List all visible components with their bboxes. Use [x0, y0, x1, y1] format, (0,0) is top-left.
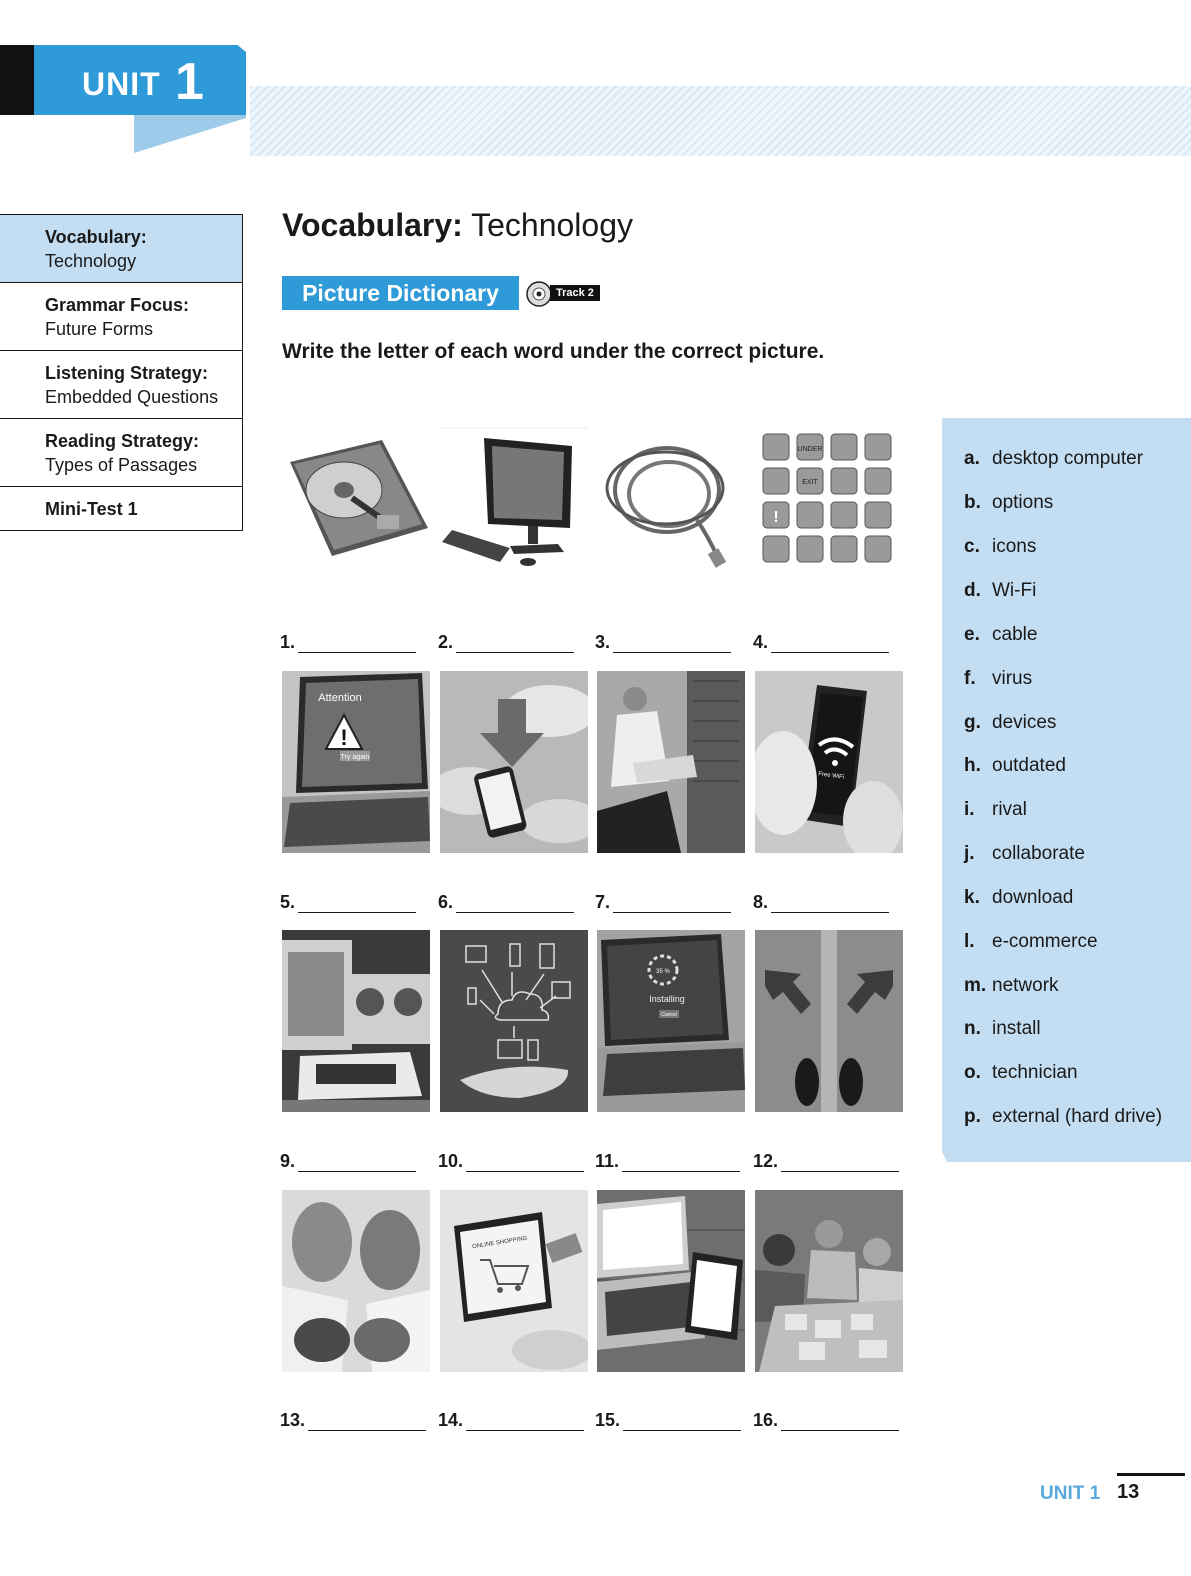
picture-wifi-phone [755, 671, 903, 853]
word-text: virus [992, 668, 1033, 689]
word-letter: f. [964, 668, 976, 689]
phone-free-wifi-text: Free WiFi [817, 771, 845, 781]
answer-slot-7[interactable] [595, 892, 731, 913]
word-item [964, 580, 1036, 602]
word-letter: b. [964, 492, 981, 513]
sidebar-item-mini-test [0, 487, 242, 530]
word-letter: j. [964, 843, 975, 864]
picture-virus-warning [282, 671, 430, 853]
picture-devices [597, 1190, 745, 1372]
picture-desktop-computer [440, 420, 588, 602]
answer-slot-5[interactable] [280, 892, 416, 913]
word-item [964, 843, 1085, 865]
unit-word: UNIT [82, 66, 161, 102]
answer-number: 5. [280, 892, 296, 912]
picture-download [440, 671, 588, 853]
sidebar-item-label: Types of Passages [45, 455, 198, 475]
answer-number: 16. [753, 1410, 779, 1430]
answer-line[interactable] [623, 1414, 741, 1431]
progress-percent-text: 35 % [656, 969, 670, 975]
answer-line[interactable] [781, 1414, 899, 1431]
word-text: options [992, 492, 1054, 513]
word-text: download [992, 887, 1074, 908]
picture-collaborate [755, 1190, 903, 1372]
word-item [964, 799, 1027, 821]
picture-network-cable [597, 420, 745, 602]
tablet-online-shopping-text: ONLINE SHOPPING [471, 1235, 528, 1251]
answer-slot-16[interactable] [753, 1410, 899, 1431]
answer-number: 1. [280, 632, 296, 652]
answer-line[interactable] [781, 1155, 899, 1172]
word-letter: e. [964, 624, 980, 645]
icon-under-label: UNDER [797, 446, 823, 453]
sidebar-item-label: Future Forms [45, 319, 154, 339]
answer-line[interactable] [308, 1414, 426, 1431]
picture-rivals [282, 1190, 430, 1372]
answer-slot-12[interactable] [753, 1151, 899, 1172]
word-letter: p. [964, 1106, 981, 1127]
page-title-bold: Vocabulary: [282, 207, 463, 243]
sidebar-item-label: Technology [45, 251, 137, 271]
answer-line[interactable] [456, 636, 574, 653]
header-stripe-band [250, 86, 1191, 156]
answer-number: 13. [280, 1410, 306, 1430]
footer-unit-label: UNIT 1 [1040, 1483, 1101, 1504]
sidebar-item-listening [0, 351, 242, 419]
sidebar-item-vocabulary [0, 215, 242, 283]
answer-slot-1[interactable] [280, 632, 416, 653]
answer-line[interactable] [613, 896, 731, 913]
word-text: desktop computer [992, 448, 1144, 469]
sidebar-item-heading: Reading Strategy: [45, 431, 200, 451]
sidebar-item-label: Embedded Questions [45, 387, 219, 407]
answer-number: 15. [595, 1410, 621, 1430]
screen-installing-text: Installing [649, 994, 685, 1004]
answer-number: 10. [438, 1151, 464, 1171]
answer-line[interactable] [298, 896, 416, 913]
word-letter: m. [964, 975, 987, 996]
answer-slot-3[interactable] [595, 632, 731, 653]
word-letter: l. [964, 931, 975, 952]
word-letter: o. [964, 1062, 981, 1083]
answer-line[interactable] [771, 636, 889, 653]
word-text: devices [992, 712, 1057, 733]
track-badge: Track 2 [550, 285, 600, 301]
answer-line[interactable] [456, 896, 574, 913]
answer-slot-15[interactable] [595, 1410, 741, 1431]
picture-hard-drive [282, 420, 430, 602]
picture-icon-sheet [755, 420, 903, 602]
sidebar-item-reading [0, 419, 242, 487]
picture-installing [597, 930, 745, 1112]
picture-outdated-equipment [282, 930, 430, 1112]
answer-slot-2[interactable] [438, 632, 574, 653]
unit-contents-sidebar [0, 214, 243, 531]
answer-line[interactable] [298, 1155, 416, 1172]
screen-attention-text: Attention [318, 692, 362, 704]
word-text: icons [992, 536, 1037, 557]
answer-line[interactable] [613, 636, 731, 653]
instruction-text: Write the letter of each word under the correct picture. [282, 340, 825, 363]
word-text: rival [992, 799, 1027, 820]
answer-line[interactable] [298, 636, 416, 653]
word-item [964, 975, 1059, 997]
answer-slot-4[interactable] [753, 632, 889, 653]
answer-line[interactable] [466, 1414, 584, 1431]
answer-number: 7. [595, 892, 611, 912]
answer-slot-10[interactable] [438, 1151, 584, 1172]
answer-number: 9. [280, 1151, 296, 1171]
word-text: install [992, 1018, 1041, 1039]
sidebar-item-heading: Listening Strategy: [45, 363, 209, 383]
word-item [964, 755, 1066, 777]
page-title-rest: Technology [462, 207, 633, 243]
word-letter: d. [964, 580, 981, 601]
picture-e-commerce [440, 1190, 588, 1372]
word-text: e-commerce [992, 931, 1098, 952]
header-black-block [0, 45, 34, 115]
word-text: Wi-Fi [992, 580, 1037, 601]
word-text: cable [992, 624, 1038, 645]
answer-number: 4. [753, 632, 769, 652]
word-item [964, 712, 1056, 734]
section-label: Picture Dictionary [282, 276, 519, 310]
word-text: outdated [992, 755, 1066, 776]
word-item [964, 668, 1032, 690]
answer-slot-9[interactable] [280, 1151, 416, 1172]
answer-line[interactable] [622, 1155, 740, 1172]
word-item [964, 1106, 1162, 1128]
screen-cancel-text: Cancel [661, 1012, 677, 1018]
word-item [964, 624, 1037, 646]
footer-rule [1117, 1473, 1185, 1476]
word-letter: c. [964, 536, 980, 557]
answer-slot-8[interactable] [753, 892, 889, 913]
word-text: collaborate [992, 843, 1085, 864]
answer-number: 11. [595, 1151, 620, 1171]
answer-number: 14. [438, 1410, 464, 1430]
picture-technician [597, 671, 745, 853]
word-item [964, 931, 1098, 953]
page-number: 13 [1117, 1481, 1140, 1503]
answer-number: 8. [753, 892, 769, 912]
word-letter: k. [964, 887, 980, 908]
word-item [964, 887, 1073, 909]
sidebar-item-heading: Vocabulary: [45, 227, 147, 247]
banner-tab [134, 115, 246, 153]
picture-cloud-devices [440, 930, 588, 1112]
word-item [964, 1018, 1041, 1040]
unit-number: 1 [175, 53, 204, 111]
word-item [964, 448, 1143, 470]
answer-number: 2. [438, 632, 454, 652]
word-list-panel [942, 418, 1191, 1162]
word-text: external (hard drive) [992, 1106, 1163, 1127]
word-letter: i. [964, 799, 975, 820]
answer-number: 6. [438, 892, 454, 912]
icon-exit-label: EXIT [802, 479, 818, 486]
answer-number: 12. [753, 1151, 779, 1171]
word-letter: a. [964, 448, 980, 469]
answer-slot-11[interactable] [595, 1151, 740, 1172]
sidebar-item-grammar [0, 283, 242, 351]
word-letter: n. [964, 1018, 981, 1039]
screen-try-again-text: Try again [340, 754, 370, 761]
word-text: network [992, 975, 1059, 996]
sidebar-item-heading: Mini-Test 1 [45, 499, 138, 519]
page-title [282, 207, 633, 244]
word-item [964, 1062, 1078, 1084]
sidebar-item-heading: Grammar Focus: [45, 295, 190, 315]
answer-line[interactable] [466, 1155, 584, 1172]
answer-slot-14[interactable] [438, 1410, 584, 1431]
word-text: technician [992, 1062, 1078, 1083]
word-letter: g. [964, 712, 981, 733]
word-item [964, 492, 1053, 514]
audio-cd-icon [526, 281, 552, 307]
answer-slot-6[interactable] [438, 892, 574, 913]
word-item [964, 536, 1036, 558]
answer-slot-13[interactable] [280, 1410, 426, 1431]
word-letter: h. [964, 755, 981, 776]
answer-number: 3. [595, 632, 611, 652]
svg-text:!: ! [340, 725, 348, 750]
svg-text:!: ! [773, 509, 779, 526]
picture-options-arrows [755, 930, 903, 1112]
answer-line[interactable] [771, 896, 889, 913]
